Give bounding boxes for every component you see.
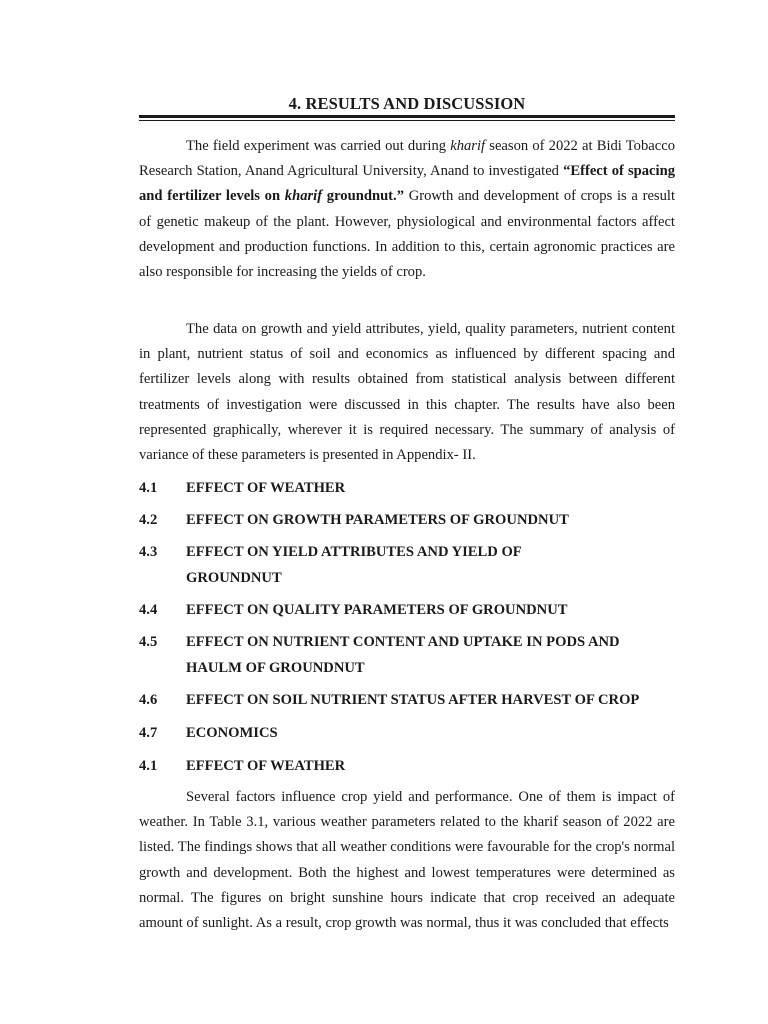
section-title: EFFECT ON NUTRIENT CONTENT AND UPTAKE IN PODS AND HAULM OF GROUNDNUT — [186, 634, 620, 676]
section-number: 4.3 — [139, 544, 158, 560]
italic-term: kharif — [450, 138, 486, 154]
section-title: EFFECT ON GROWTH PARAMETERS OF GROUNDNUT — [186, 512, 569, 528]
section-title: EFFECT OF WEATHER — [186, 758, 346, 774]
weather-paragraph: Several factors influence crop yield and performance. One of them is impact of weather. In Table 3.1, various weather parameters related to the kharif season of 2022 are listed. The findings shows that all weather conditions were favourable for the crop's normal growth and development. Both the highest and lowest temperatures were determined as normal. The figures on bright sunshine hours indicate that crop received an adequate amount of sunlight. As a result, crop growth was normal, thus it was concluded that effects — [139, 789, 675, 932]
study-title: “Effect of spacing and fertilizer levels on kharif groundnut.” — [139, 163, 675, 205]
chapter-title: 4. RESULTS AND DISCUSSION — [288, 94, 526, 113]
section-number: 4.1 — [139, 480, 158, 496]
section-number: 4.6 — [139, 692, 158, 708]
section-number: 4.4 — [139, 602, 158, 618]
title-underline-thin — [139, 120, 675, 121]
intro-paragraph-1: The field experiment was carried out during kharif season of 2022 at Bidi Tobacco Research Station, Anand Agricultural University, Anand to investigated “Effect of spacing and fertilizer levels on kharif groundnut.” Growth and development of crops is a result of genetic makeup of the plant. However, physiological and environmental factors affect development and production functions. In addition to this, certain agronomic practices are also responsible for increasing the yields of crop. — [139, 138, 676, 281]
section-title: EFFECT OF WEATHER — [186, 480, 346, 496]
section-number: 4.1 — [139, 758, 158, 774]
section-number: 4.5 — [139, 634, 158, 650]
section-title: EFFECT ON SOIL NUTRIENT STATUS AFTER HARVEST OF CROP — [186, 692, 640, 708]
section-number: 4.7 — [139, 725, 158, 741]
section-title: ECONOMICS — [186, 725, 278, 741]
title-underline-thick — [139, 115, 675, 118]
section-title: EFFECT ON QUALITY PARAMETERS OF GROUNDNUT — [186, 602, 568, 618]
section-title: EFFECT ON YIELD ATTRIBUTES AND YIELD OF GROUNDNUT — [186, 544, 522, 586]
section-number: 4.2 — [139, 512, 158, 528]
intro-paragraph-2: The data on growth and yield attributes, yield, quality parameters, nutrient content in plant, nutrient status of soil and economics as influenced by different spacing and fertilizer levels along with results obtained from statistical analysis between different treatments of investigation were discussed in this chapter. The results have also been represented graphically, wherever it is required necessary. The summary of analysis of variance of these parameters is presented in Appendix- II. — [139, 321, 675, 464]
